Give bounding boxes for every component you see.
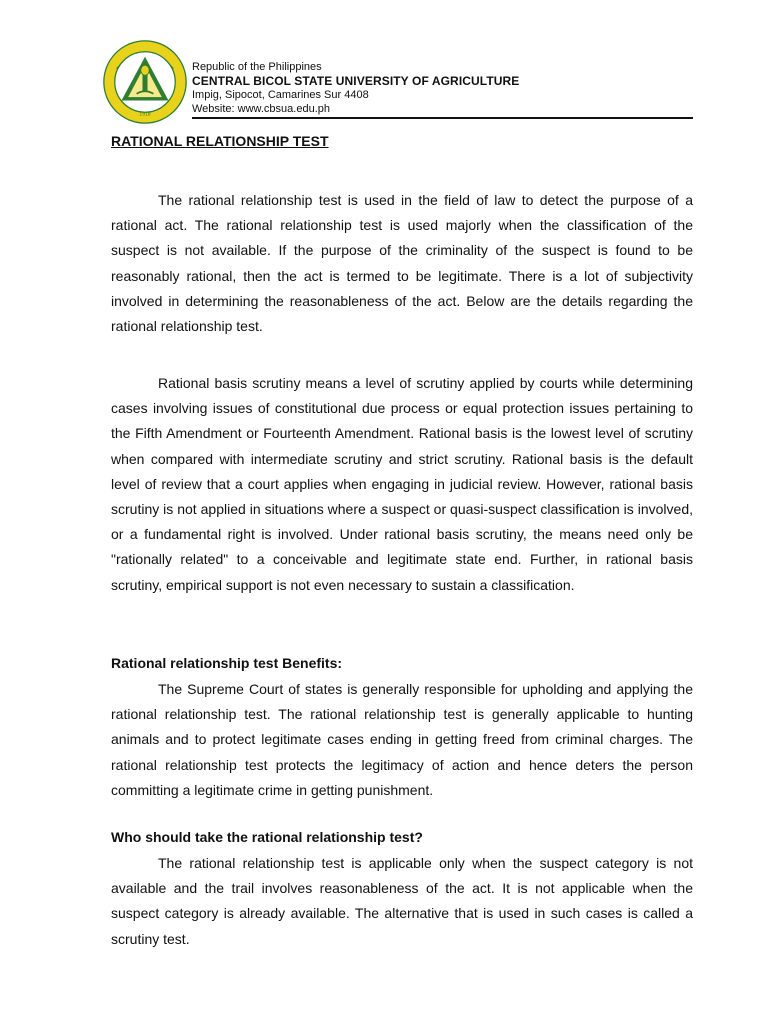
university-seal-logo (103, 40, 187, 124)
institution-address: Impig, Sipocot, Camarines Sur 4408 (192, 89, 369, 101)
paragraph-who-should-take: The rational relationship test is applicable only when the suspect category is not available and the trail involves reasonableness of the act. It is not applicable when the suspect category is already available. The alternative that is used in such cases is called a scrutiny test. (111, 855, 693, 947)
svg-text:1918: 1918 (139, 111, 151, 118)
letterhead (192, 60, 692, 116)
document-title: RATIONAL RELATIONSHIP TEST (111, 133, 329, 149)
heading-benefits: Rational relationship test Benefits: (111, 655, 343, 671)
letterhead-divider (192, 117, 693, 119)
paragraph-benefits: The Supreme Court of states is generally responsible for upholding and applying the rational relationship test. The rational relationship test is generally applicable to hunting animals and to protect legitimate cases ending in getting freed from criminal charges. The rational relationship test protects the legitimacy of action and hence deters the person committing a legitimate crime in getting punishment. (111, 681, 693, 798)
institution-website: Website: www.cbsua.edu.ph (192, 103, 330, 115)
republic-line: Republic of the Philippines (192, 61, 322, 73)
institution-name: CENTRAL BICOL STATE UNIVERSITY OF AGRICULTURE (192, 74, 520, 88)
paragraph-rational-basis: Rational basis scrutiny means a level of scrutiny applied by courts while determining cases involving issues of constitutional due process or equal protection issues pertaining to the Fifth Amendment or Fourteenth Amendment. Rational basis is the lowest level of scrutiny when compared with intermediate scrutiny and strict scrutiny. Rational basis is the default level of review that a court applies when engaging in judicial review. However, rational basis scrutiny is not applied in situations where a suspect or quasi-suspect classification is involved, or a fundamental right is involved. Under rational basis scrutiny, the means need only be "rationally related" to a conceivable and legitimate state end. Further, in rational basis scrutiny, empirical support is not even necessary to sustain a classification. (111, 375, 693, 593)
paragraph-intro: The rational relationship test is used in the field of law to detect the purpose of a rational act. The rational relationship test is used majorly when the classification of the suspect is not available. If the purpose of the criminality of the suspect is found to be reasonably rational, then the act is termed to be legitimate. There is a lot of subjectivity involved in determining the reasonableness of the act. Below are the details regarding the rational relationship test. (111, 192, 693, 335)
heading-who-should-take: Who should take the rational relationship test? (111, 829, 423, 845)
